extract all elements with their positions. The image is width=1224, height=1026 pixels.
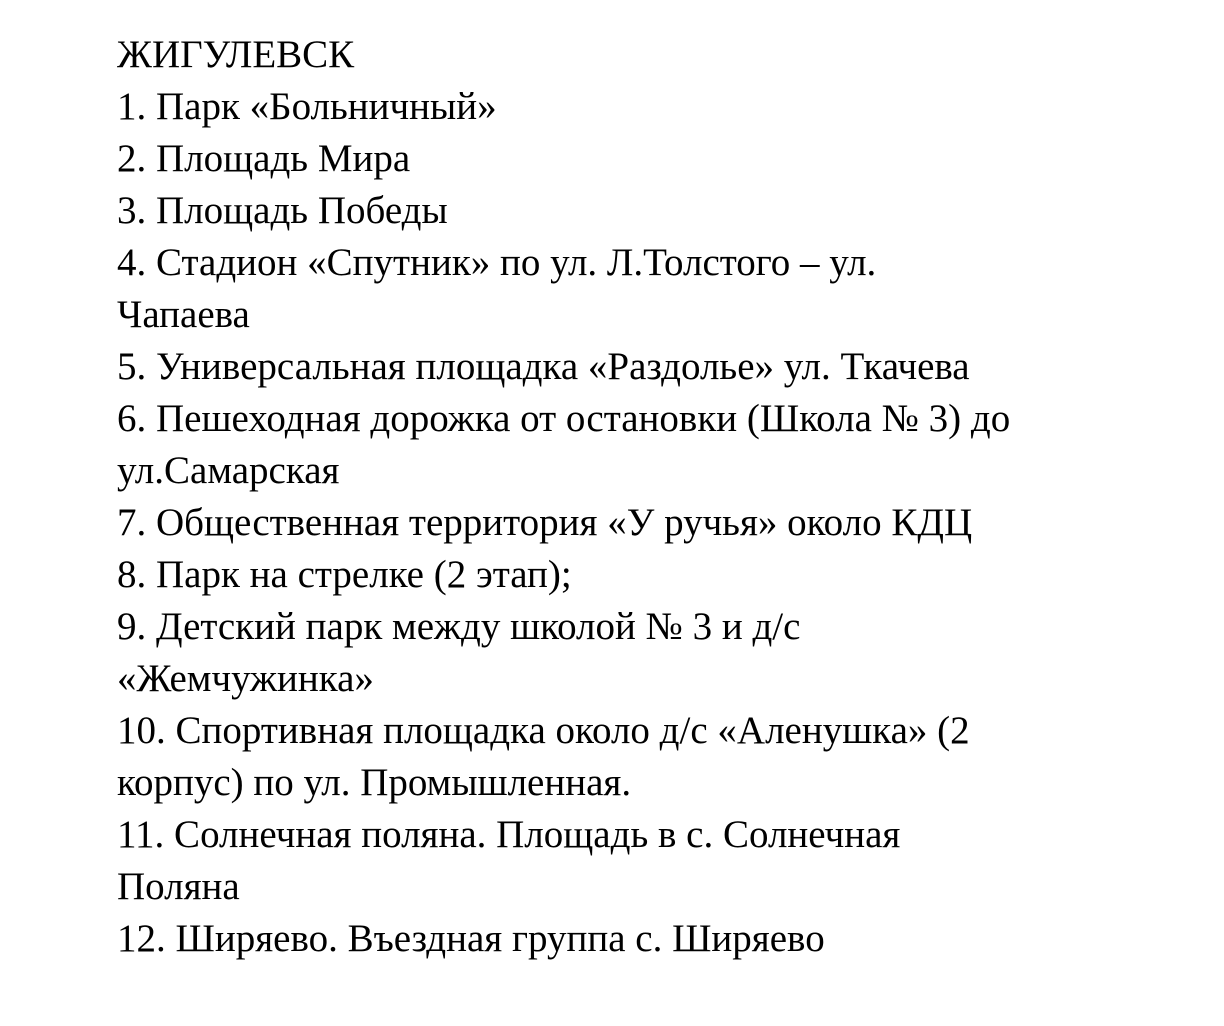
list-item-text: 7. Общественная территория «У ручья» около КДЦ — [117, 501, 973, 544]
list-item — [117, 549, 1207, 601]
list-item-text-continued: Чапаева — [117, 293, 250, 336]
list-item — [117, 81, 1207, 133]
list-item-text: 12. Ширяево. Въездная группа с. Ширяево — [117, 917, 825, 960]
list-item-text: 9. Детский парк между школой № 3 и д/с — [117, 605, 801, 648]
list-item — [117, 913, 1207, 965]
list-item-text: 3. Площадь Победы — [117, 189, 448, 232]
list-item — [117, 809, 1207, 913]
list-item — [117, 705, 1207, 809]
list-item-text-continued: «Жемчужинка» — [117, 657, 374, 700]
list-item — [117, 393, 1207, 497]
list-item — [117, 237, 1207, 341]
list-item-text: 6. Пешеходная дорожка от остановки (Школа № 3) до — [117, 397, 1011, 440]
list-item-text-continued: ул.Самарская — [117, 449, 340, 492]
document-title: ЖИГУЛЕВСК — [117, 33, 355, 76]
list-item-text: 1. Парк «Больничный» — [117, 85, 497, 128]
list-item-text: 11. Солнечная поляна. Площадь в с. Солнечная — [117, 813, 901, 856]
list-item-text: 4. Стадион «Спутник» по ул. Л.Толстого – ул. — [117, 241, 877, 284]
list-item-text: 5. Универсальная площадка «Раздолье» ул. Ткачева — [117, 345, 970, 388]
list-item — [117, 601, 1207, 705]
territory-list — [117, 81, 1207, 965]
document-page — [117, 29, 1207, 965]
list-item-text: 2. Площадь Мира — [117, 137, 411, 180]
list-item — [117, 185, 1207, 237]
list-item — [117, 341, 1207, 393]
list-item-text: 8. Парк на стрелке (2 этап); — [117, 553, 572, 596]
list-item-text-continued: Поляна — [117, 865, 240, 908]
list-item — [117, 133, 1207, 185]
list-item-text-continued: корпус) по ул. Промышленная. — [117, 761, 632, 804]
list-item — [117, 497, 1207, 549]
list-item-text: 10. Спортивная площадка около д/с «Аленушка» (2 — [117, 709, 970, 752]
